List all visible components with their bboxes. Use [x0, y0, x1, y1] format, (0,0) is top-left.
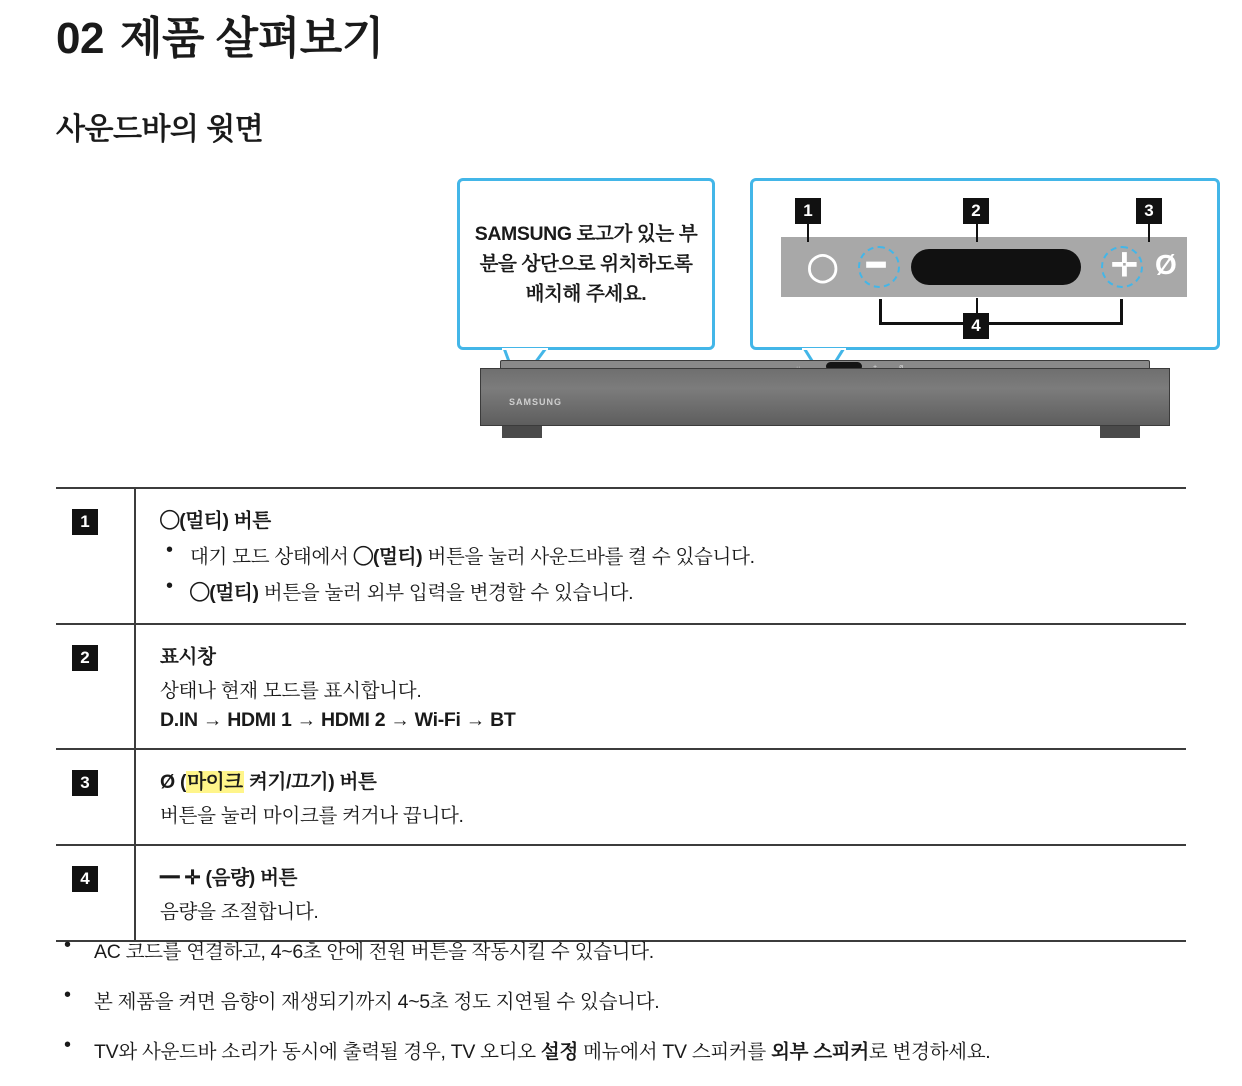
- list-item: [56, 1036, 1196, 1064]
- row-number-cell: [56, 750, 134, 844]
- table-row: [56, 844, 1186, 942]
- row-title-3: [160, 766, 1186, 794]
- section-title: 사운드바의 윗면: [56, 113, 264, 146]
- list-item: [160, 577, 1186, 605]
- mic-symbol-icon: Ø: [160, 771, 175, 793]
- bullet-1-pre: 대기 모드 상태에서: [190, 546, 354, 568]
- list-item: • AC 코드를 연결하고, 4~6초 안에 전원 버튼을 작동시킬 수 있습니다.: [56, 936, 1196, 964]
- footer-notes: [56, 936, 1196, 1086]
- soundbar-body: [480, 368, 1170, 426]
- soundbar-foot-left: [502, 426, 542, 438]
- note-3-pre: TV와 사운드바 소리가 동시에 출력될 경우, TV 오디오: [94, 1041, 541, 1063]
- row-3-title-post: 켜기/끄기) 버튼: [243, 771, 377, 793]
- multi-button-icon[interactable]: ◯: [807, 251, 839, 282]
- callout-text: SAMSUNG 로고가 있는 부분을 상단으로 위치하도록 배치해 주세요.: [474, 222, 698, 306]
- row-3-line-1: 버튼을 눌러 마이크를 켜거나 끕니다.: [160, 805, 464, 827]
- highlight-circle-volume-down-icon: [858, 246, 900, 288]
- chapter-number: 02: [56, 14, 104, 63]
- volume-down-icon[interactable]: ━: [867, 249, 886, 282]
- row-title-1: [160, 505, 1186, 533]
- multi-symbol-icon: ◯: [160, 510, 180, 532]
- mic-toggle-icon[interactable]: Ø: [1155, 249, 1177, 280]
- note-3-mid: 메뉴에서 TV 스피커를: [577, 1041, 772, 1063]
- row-badge-4: 4: [72, 866, 98, 892]
- table-row: [56, 748, 1186, 844]
- leader-line-2: [976, 224, 978, 242]
- multi-symbol-icon: ◯: [353, 546, 373, 568]
- illustration-badge-4: 4: [963, 313, 989, 339]
- multi-symbol-icon: ◯: [190, 582, 210, 604]
- row-title-4-text: (음량) 버튼: [205, 867, 298, 889]
- bullet-2-post: 버튼을 눌러 외부 입력을 변경할 수 있습니다.: [258, 582, 634, 604]
- leader-line-1: [807, 224, 809, 242]
- illustration-badge-1: 1: [795, 198, 821, 224]
- row-1-bullets: [160, 541, 1186, 605]
- row-number-cell: [56, 625, 134, 748]
- row-title-1-text: (멀티) 버튼: [179, 510, 271, 532]
- callout-balloon: [457, 178, 715, 350]
- display-window-icon: [911, 249, 1081, 285]
- table-row: [56, 487, 1186, 623]
- row-badge-1: 1: [72, 509, 98, 535]
- row-content-cell: [134, 750, 1186, 844]
- soundbar-logo: SAMSUNG: [509, 397, 563, 407]
- table-row: [56, 623, 1186, 748]
- row-2-line-2: D.IN → HDMI 1 → HDMI 2 → Wi-Fi → BT: [160, 709, 516, 731]
- row-badge-3: 3: [72, 770, 98, 796]
- row-content-cell: [134, 625, 1186, 748]
- row-number-cell: [56, 846, 134, 940]
- chapter-title-text: 제품 살펴보기: [119, 14, 384, 63]
- volume-up-icon[interactable]: ✛: [1111, 247, 1138, 283]
- note-3-post: 로 변경하세요.: [868, 1041, 991, 1063]
- note-3-bold-2: 외부 스피커: [771, 1041, 869, 1063]
- list-item: [160, 541, 1186, 569]
- row-content-cell: [134, 489, 1186, 623]
- bullet-1-mid: (멀티): [372, 546, 423, 568]
- illustration-badge-3: 3: [1136, 198, 1162, 224]
- leader-line-3: [1148, 224, 1150, 242]
- illustration-badge-2: 2: [963, 198, 989, 224]
- row-badge-2: 2: [72, 645, 98, 671]
- row-3-title-highlight: 마이크: [187, 771, 243, 793]
- row-4-line-1: 음량을 조절합니다.: [160, 901, 319, 923]
- note-3-bold-1: 설정: [540, 1041, 578, 1063]
- soundbar-illustration: [480, 368, 1170, 443]
- row-3-title-pre: (: [180, 771, 187, 793]
- list-item: • 본 제품을 켜면 음향이 재생되기까지 4~5초 정도 지연될 수 있습니다.: [56, 986, 1196, 1014]
- row-title-2: 표시창: [160, 646, 216, 668]
- soundbar-foot-right: [1100, 426, 1140, 438]
- illustration-area: [0, 160, 1242, 470]
- volume-group-bracket: [879, 299, 1123, 325]
- row-number-cell: [56, 489, 134, 623]
- leader-line-4: [976, 298, 978, 314]
- bullet-2-mid: (멀티): [209, 582, 259, 604]
- volume-symbols-icon: ━ ✛: [160, 867, 201, 889]
- row-content-cell: [134, 846, 1186, 940]
- bullet-1-post: 버튼을 눌러 사운드바를 켤 수 있습니다.: [422, 546, 755, 568]
- row-title-4: [160, 862, 1186, 890]
- page-title: [56, 2, 384, 66]
- row-2-line-1: 상태나 현재 모드를 표시합니다.: [160, 680, 422, 702]
- highlight-circle-volume-up-icon: [1101, 246, 1143, 288]
- parts-table: [56, 487, 1186, 942]
